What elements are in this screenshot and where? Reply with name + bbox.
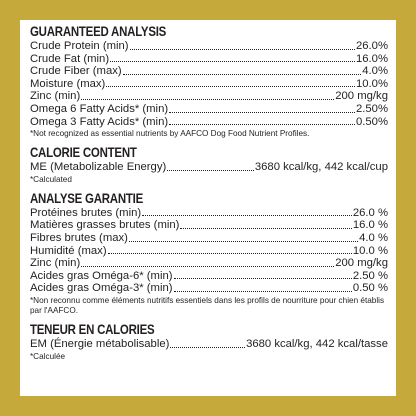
- row-label: Zinc (min): [30, 90, 81, 103]
- footnote: *Non reconnu comme éléments nutritifs essentiels dans les profils de nourriture pour chien établis par l'AAFCO.: [30, 295, 385, 315]
- teneur-en-calories-heading: TENEUR EN CALORIES: [30, 320, 155, 337]
- guaranteed-analysis-section: [30, 22, 388, 139]
- row-label: Crude Fiber (max): [30, 65, 122, 78]
- row-label: Crude Protein (min): [30, 40, 129, 52]
- footnote: *Calculated: [30, 174, 72, 184]
- leader-dots: [180, 220, 351, 229]
- row-value: 10.0%: [355, 77, 388, 90]
- row-label: Fibres brutes (max): [30, 231, 128, 244]
- row-value: 200 mg/kg: [335, 90, 388, 103]
- leader-dots: [129, 233, 358, 242]
- analysis-row: [30, 257, 388, 270]
- row-value: 2.50%: [355, 102, 388, 115]
- leader-dots: [169, 104, 355, 113]
- row-value: 26.0 %: [352, 206, 388, 219]
- row-label: ME (Metabolizable Energy): [30, 161, 167, 174]
- row-label: EM (Énergie métabolisable): [30, 337, 170, 350]
- leader-dots: [174, 270, 352, 279]
- analysis-row: [30, 65, 388, 78]
- analysis-row: [30, 103, 388, 116]
- row-value: 2.50 %: [352, 269, 388, 282]
- row-label: Matières grasses brutes (min): [30, 219, 180, 232]
- analysis-row: [30, 245, 388, 258]
- leader-dots: [174, 283, 352, 292]
- row-value: 16.0 %: [352, 219, 388, 232]
- row-value: 200 mg/kg: [335, 257, 388, 270]
- leader-dots: [123, 66, 362, 75]
- leader-dots: [106, 78, 355, 87]
- row-label: Omega 6 Fatty Acids* (min): [30, 102, 169, 115]
- calorie-content-heading: CALORIE CONTENT: [30, 144, 137, 161]
- leader-dots: [110, 53, 355, 62]
- row-value: 0.50 %: [352, 282, 388, 295]
- analysis-row: [30, 270, 388, 283]
- row-label: Acides gras Oméga-6* (min): [30, 269, 173, 282]
- leader-dots: [81, 91, 334, 100]
- leader-dots: [169, 116, 355, 125]
- row-value: 26.0%: [355, 40, 388, 52]
- row-value: 10.0 %: [352, 244, 388, 257]
- row-value: 3680 kcal/kg, 442 kcal/tasse: [246, 337, 388, 350]
- analysis-row: [30, 207, 388, 220]
- row-value: 0.50%: [355, 115, 388, 128]
- analysis-row: [30, 90, 388, 103]
- row-value: 4.0%: [362, 65, 388, 78]
- row-value: 3680 kcal/kg, 442 kcal/cup: [254, 161, 388, 174]
- guaranteed-analysis-heading: GUARANTEED ANALYSIS: [30, 23, 167, 39]
- row-label: Zinc (min): [30, 257, 81, 270]
- leader-dots: [108, 245, 352, 254]
- analysis-row: [30, 53, 388, 66]
- leader-dots: [142, 207, 352, 216]
- row-label: Moisture (max): [30, 77, 106, 90]
- leader-dots: [170, 339, 245, 348]
- analysis-row: [30, 282, 388, 295]
- analysis-row: [30, 78, 388, 91]
- footnote: *Not recognized as essential nutrients by AAFCO Dog Food Nutrient Profiles.: [30, 129, 310, 139]
- leader-dots: [167, 162, 254, 171]
- row-value: 16.0%: [355, 52, 388, 65]
- row-label: Humidité (max): [30, 244, 107, 257]
- analyse-garantie-heading: ANALYSE GARANTIE: [30, 189, 144, 206]
- row-label: Omega 3 Fatty Acids* (min): [30, 115, 169, 128]
- leader-dots: [81, 258, 334, 267]
- analysis-row: [30, 40, 388, 53]
- row-label: Acides gras Oméga-3* (min): [30, 282, 173, 295]
- analyse-garantie-section: [30, 189, 388, 316]
- footnote: *Calculée: [30, 351, 66, 361]
- analysis-row: [30, 116, 388, 129]
- row-label: Crude Fat (min): [30, 52, 110, 65]
- row-value: 4.0 %: [359, 231, 388, 244]
- calorie-row: [30, 161, 388, 174]
- row-label: Protéines brutes (min): [30, 206, 142, 219]
- analysis-row: [30, 219, 388, 232]
- teneur-en-calories-section: [30, 320, 388, 362]
- calorie-row: [30, 338, 388, 351]
- leader-dots: [130, 41, 355, 50]
- calorie-content-section: [30, 143, 388, 185]
- analysis-row: [30, 232, 388, 245]
- nutrition-panel: [20, 20, 396, 396]
